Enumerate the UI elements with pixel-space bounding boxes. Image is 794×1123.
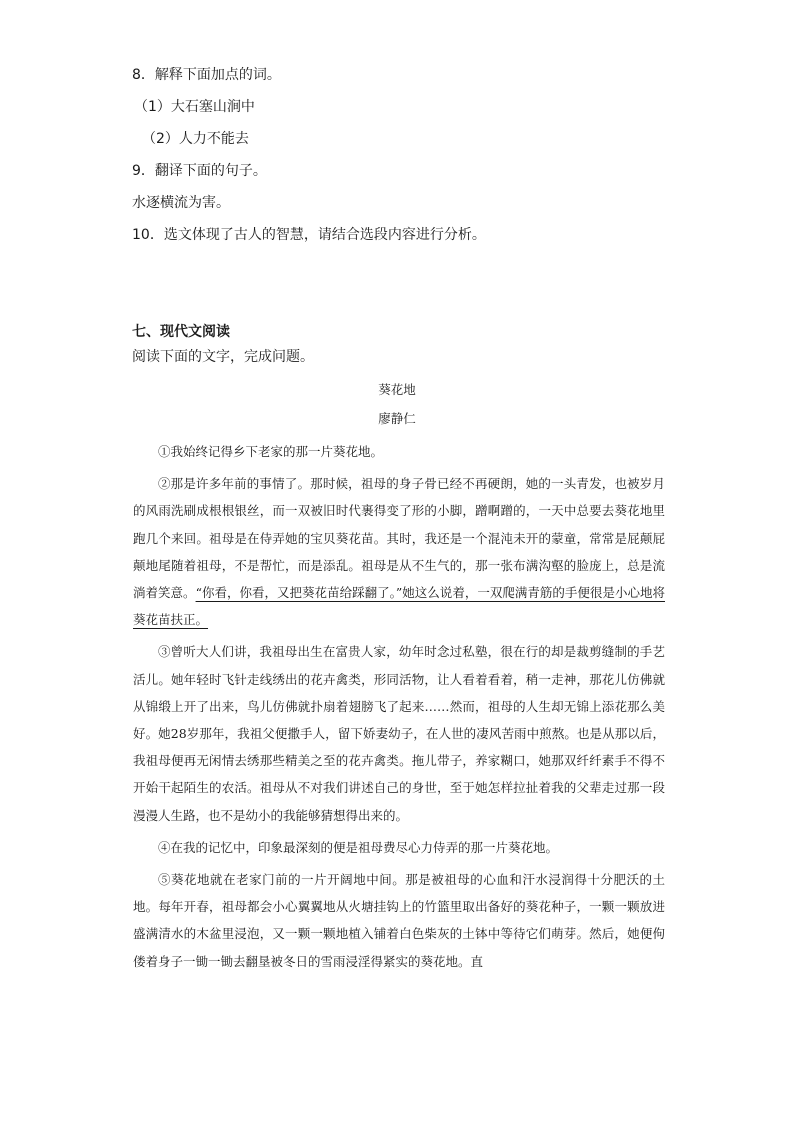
article-author: 廖静仁 bbox=[378, 411, 416, 426]
question-10: 10．选文体现了古人的智慧，请结合选段内容进行分析。 bbox=[132, 227, 486, 243]
paragraph-5: ⑤葵花地就在老家门前的一片开阔地中间。那是被祖母的心血和汗水浸润得十分肥沃的土地。每年开春，祖母都会小心翼翼地从火塘挂钩上的竹篮里取出备好的葵花种子，一颗一颗放进盛满清水的木盆里浸泡，又一颗一颗地植入铺着白色柴灰的土钵中等待它们萌芽。然后，她便佝偻着身子一锄一锄去翻垦被冬日的雪雨浸淫得紧实的葵花地。直 bbox=[133, 872, 665, 969]
paragraph-4: ④在我的记忆中，印象最深刻的便是祖母费尽心力侍弄的那一片葵花地。 bbox=[158, 839, 559, 855]
paragraph-3: ③曾听大人们讲，我祖母出生在富贵人家，幼年时念过私塾，很在行的却是裁剪缝制的手艺活儿。她年轻时飞针走线绣出的花卉禽类，形同活物，让人看着看着，稍一走神，那花儿仿佛就从锦缎上开了出来，鸟儿仿佛就扑扇着翅膀飞了起来……然而，祖母的人生却无锦上添花那么美好。她28岁那年，我祖父便撒手人，留下娇妻幼子，在人世的凄风苦雨中煎熬。也是从那以后，我祖母便再无闲情去绣那些精美之至的花卉禽类。拖儿带子，养家糊口，她那双纤纤素手不得不开始干起陌生的农活。祖母从不对我们讲述自己的身世，至于她怎样拉扯着我的父辈走过那一段漫漫人生路，也不是幼小的我能够猜想得出来的。 bbox=[133, 644, 665, 823]
question-9: 9．翻译下面的句子。 bbox=[132, 163, 267, 179]
section-title: 七、现代文阅读 bbox=[132, 324, 230, 340]
section-instruction: 阅读下面的文字，完成问题。 bbox=[132, 349, 314, 365]
article-title: 葵花地 bbox=[378, 382, 416, 397]
paragraph-2-underlined-quote: “你看，你看，又把葵花苗给踩翻了。”她这么说着，一双爬满青筋的手便很是小心地将葵花苗扶正。 bbox=[133, 585, 665, 628]
paragraph-2-text: ②那是许多年前的事情了。那时候，祖母的身子骨已经不再硬朗，她的一头青发，也被岁月的风雨洗刷成根根银丝，而一双被旧时代裹得变了形的小脚，蹭啊蹭的，一天中总要去葵花地里跑几个来回。祖母是在侍弄她的宝贝葵花苗。其时，我还是一个混沌未开的蒙童，常常是屁颠屁颠地尾随着祖母，不是帮忙，而是添乱。祖母是从不生气的，那一张布满沟壑的脸庞上，总是流淌着笑意。 bbox=[133, 476, 665, 601]
paragraph-2 bbox=[133, 470, 665, 633]
question-8: 8．解释下面加点的词。 bbox=[132, 67, 281, 83]
question-8-item-2: （2）人力不能去 bbox=[142, 131, 249, 147]
paragraph-1: ①我始终记得乡下老家的那一片葵花地。 bbox=[158, 444, 384, 459]
question-8-item-1: （1）大石塞山涧中 bbox=[134, 99, 255, 115]
article-body bbox=[133, 438, 665, 980]
question-9-sentence: 水逐横流为害。 bbox=[132, 195, 230, 211]
